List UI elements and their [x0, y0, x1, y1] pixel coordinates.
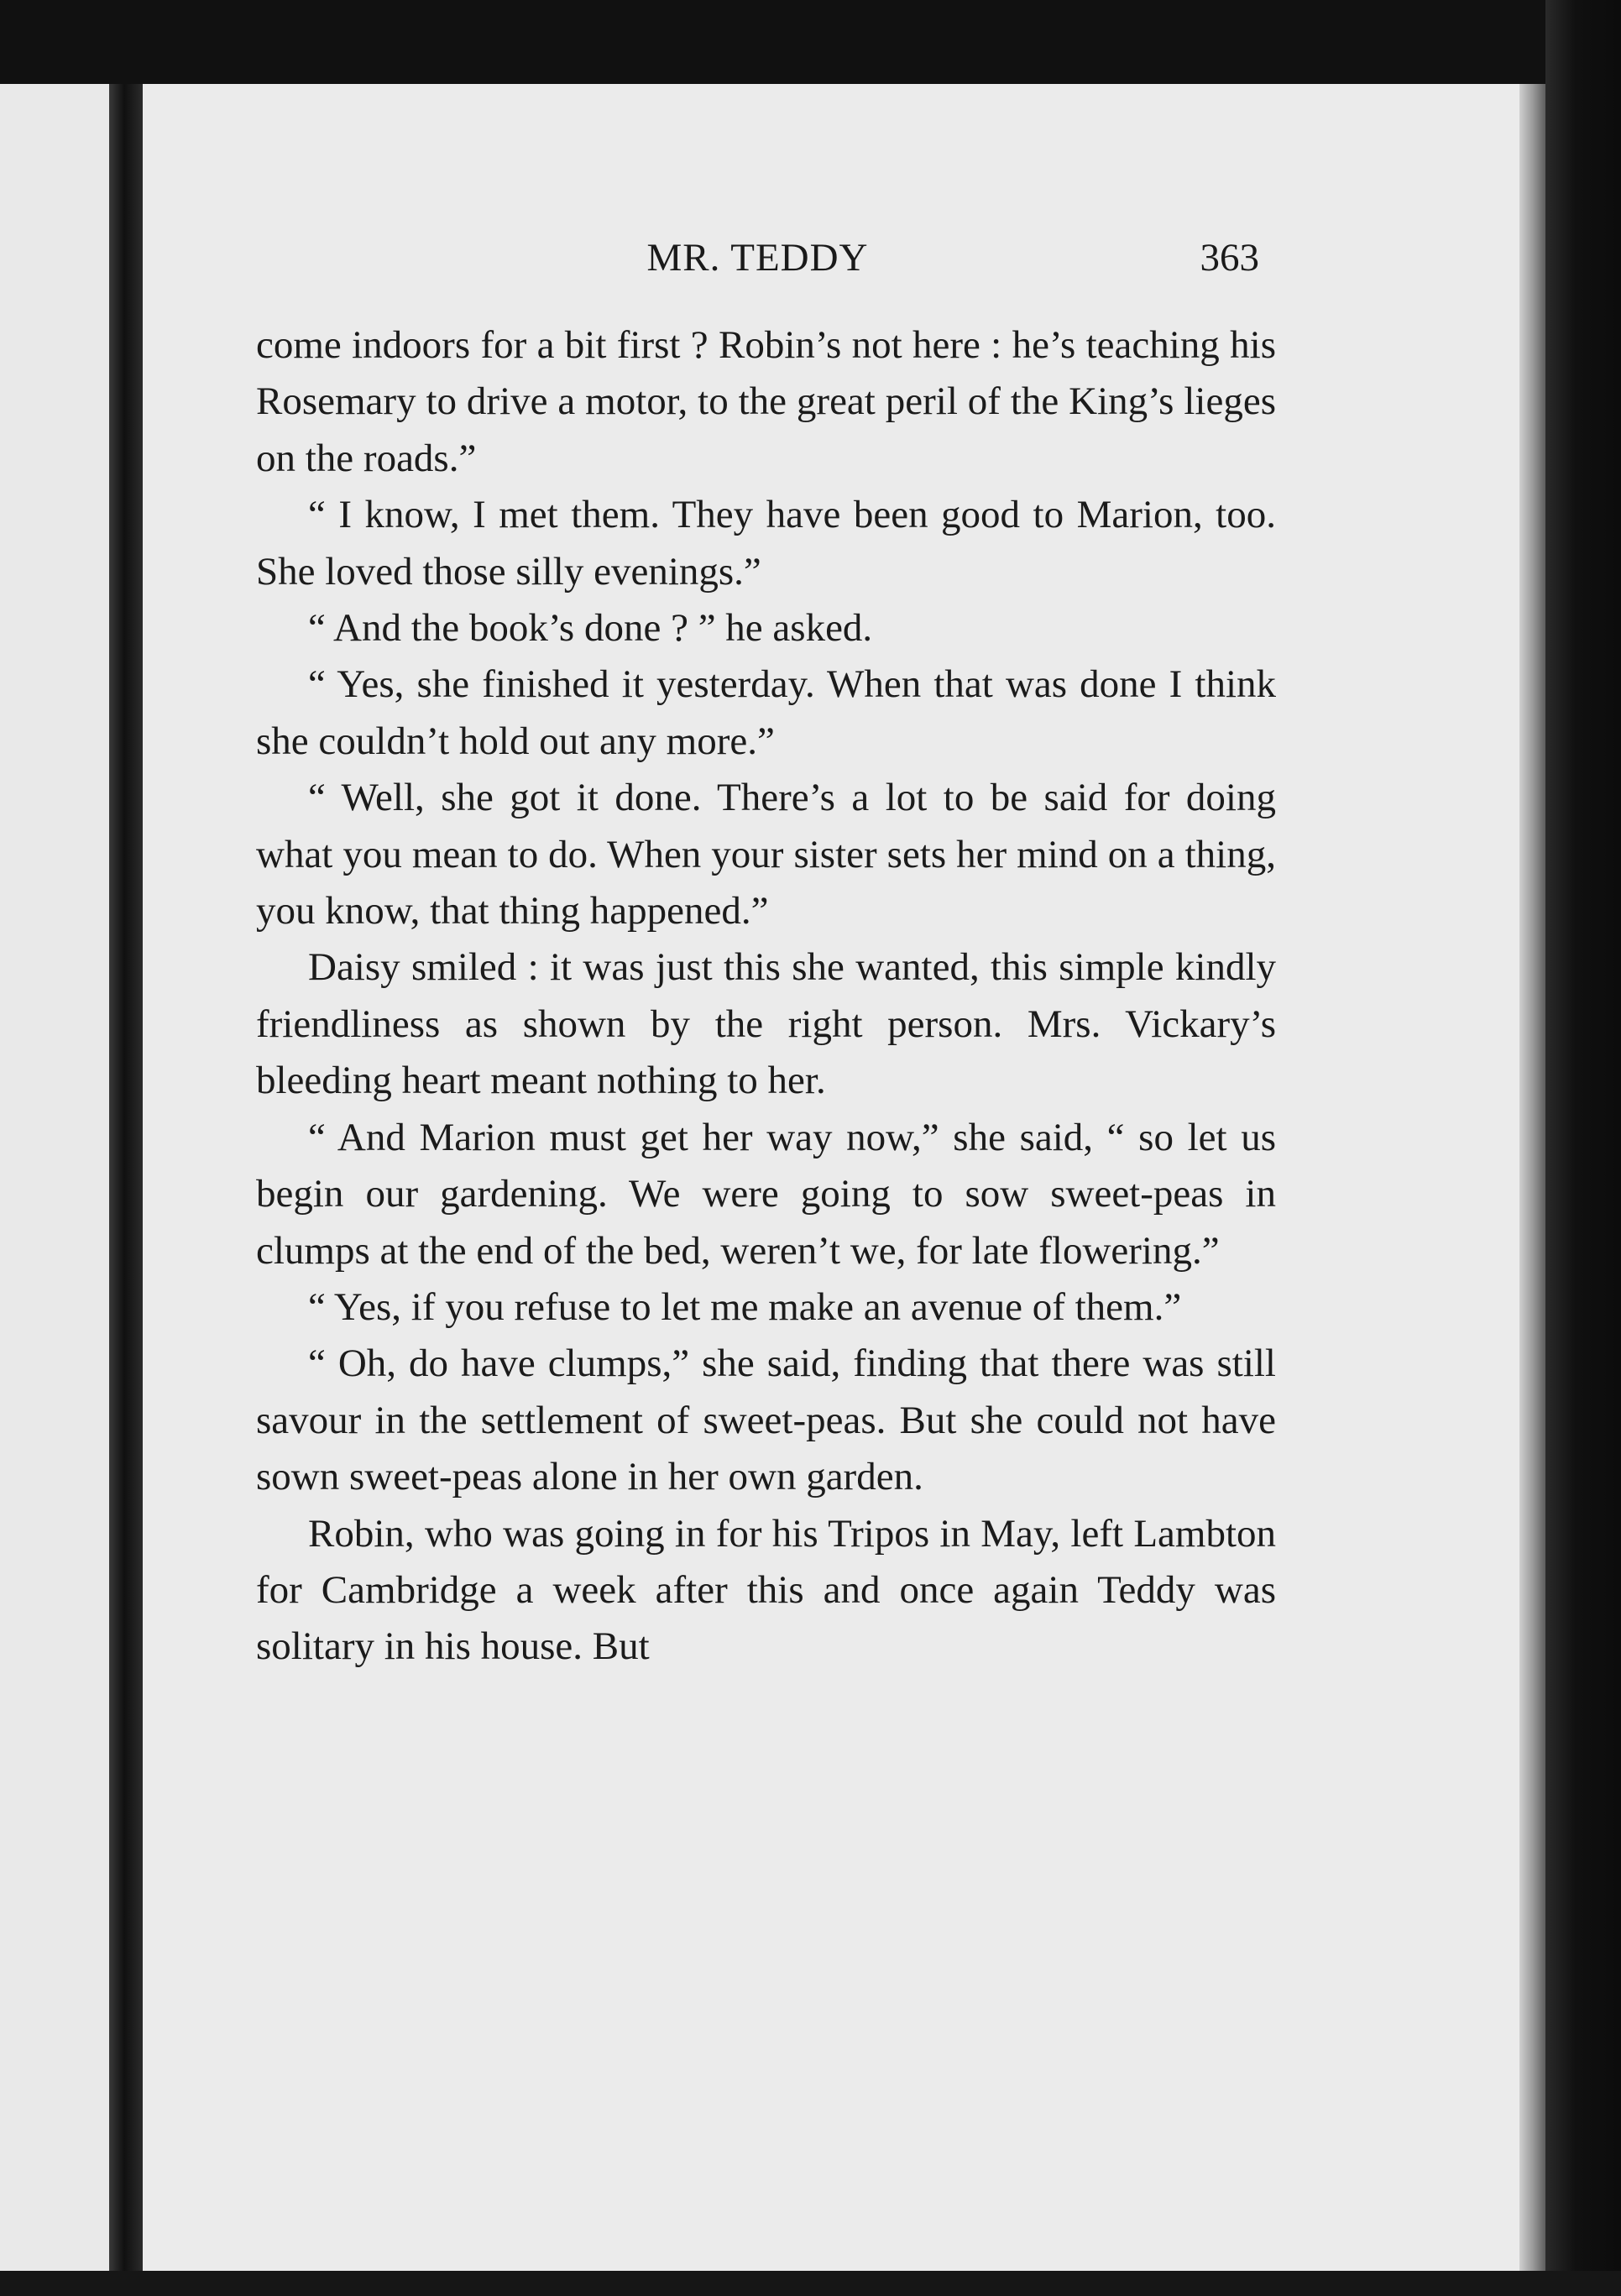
- scan-border-top: [0, 0, 1621, 84]
- running-head: [256, 235, 1259, 285]
- paragraph: “ And Marion must get her way now,” she said, “ so let us begin our gardening. We were going to sow sweet-peas in clumps at the end of the bed, weren’t we, for late flowering.”: [256, 1115, 1276, 1273]
- body-text: [256, 317, 1276, 1676]
- running-head-title: MR. TEDDY: [646, 236, 869, 280]
- paragraph: “ I know, I met them. They have been good to Marion, too. She loved those silly evenings.”: [256, 493, 1276, 594]
- paragraph: “ Yes, if you refuse to let me make an avenue of them.”: [308, 1284, 1182, 1329]
- paragraph: come indoors for a bit first ? Robin’s not here : he’s teaching his Rosemary to drive a motor, to the great peril of the King’s lieges on the roads.”: [256, 323, 1276, 480]
- paragraph: “ Oh, do have clumps,” she said, finding that there was still savour in the settlement of sweet-peas. But she could not have sown sweet-peas alone in her own garden.: [256, 1342, 1276, 1499]
- scan-border-bottom: [0, 2271, 1621, 2296]
- book-gutter: [109, 84, 143, 2271]
- page-number: 363: [1200, 236, 1259, 280]
- paragraph: “ Yes, she finished it yesterday. When that was done I think she couldn’t hold out any more.”: [256, 662, 1276, 763]
- paragraph: “ And the book’s done ? ” he asked.: [308, 606, 873, 651]
- paragraph: Robin, who was going in for his Tripos in May, left Lambton for Cambridge a week after this and once again Teddy was solitary in his house. But: [256, 1511, 1276, 1669]
- paragraph: “ Well, she got it done. There’s a lot to be said for doing what you mean to do. When your sister sets her mind on a thing, you know, that thing happened.”: [256, 776, 1276, 934]
- facing-page-edge: [0, 84, 113, 2275]
- paragraph: Daisy smiled : it was just this she wanted, this simple kindly friendliness as shown by the right person. Mrs. Vickary’s bleeding heart meant nothing to her.: [256, 945, 1276, 1103]
- scan-border-right: [1545, 0, 1621, 2296]
- page-edge-shadow: [1519, 84, 1546, 2271]
